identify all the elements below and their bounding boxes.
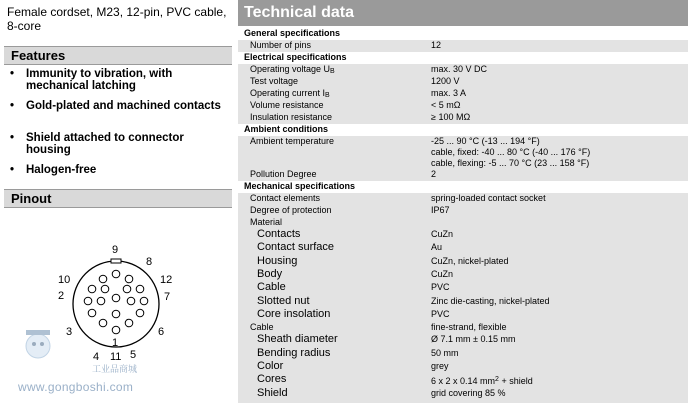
spec-row: Housing CuZn, nickel-plated xyxy=(257,255,509,267)
pin-label: 2 xyxy=(58,290,65,302)
pin-label: 6 xyxy=(158,326,165,338)
pin-label: 11 xyxy=(110,351,122,363)
spec-row: Insulation resistance ≥ 100 MΩ xyxy=(250,112,471,122)
pin-label: 10 xyxy=(58,274,71,286)
spec-row: Cable fine-strand, flexible xyxy=(250,322,507,332)
pin-label: 9 xyxy=(112,244,119,256)
spec-row: Core insolation PVC xyxy=(257,308,450,320)
feature-item: • Gold-plated and machined contacts xyxy=(10,100,221,112)
technical-data-table xyxy=(238,0,688,406)
spec-row: Degree of protection IP67 xyxy=(250,205,450,215)
spec-row: Bending radius 50 mm xyxy=(257,347,459,359)
spec-row: Slotted nut Zinc die-casting, nickel-plated xyxy=(257,295,550,307)
spec-row: Number of pins 12 xyxy=(238,40,688,52)
spec-row: Cores 6 x 2 x 0.14 $mm^2$ + shield xyxy=(257,373,533,386)
technical-data-heading: Technical data xyxy=(238,0,688,26)
watermark-url: www.gongboshi.com xyxy=(18,380,134,394)
product-title: Female cordset, M23, 12-pin, PVC cable, 8-core xyxy=(7,5,227,33)
spec-row: Test voltage 1200 V xyxy=(250,76,460,86)
pin-label: 5 xyxy=(130,349,137,361)
spec-row: Cable PVC xyxy=(257,281,450,293)
spec-row: Contact surface Au xyxy=(257,241,443,253)
section-mechanical: Mechanical specifications xyxy=(244,181,356,191)
spec-row: Pollution Degree 2 xyxy=(250,169,437,179)
pinout-heading: Pinout xyxy=(4,189,232,208)
spec-row: Color grey xyxy=(257,360,449,372)
section-electrical: Electrical specifications xyxy=(244,52,347,62)
spec-row: Body CuZn xyxy=(257,268,454,280)
section-ambient: Ambient conditions xyxy=(244,124,328,134)
pin-holes xyxy=(84,270,148,334)
section-general: General specifications xyxy=(244,28,341,38)
feature-item: • Halogen-free xyxy=(10,164,97,176)
spec-row: Shield grid covering 85 % xyxy=(257,387,506,399)
watermark-cn: 工业品商城 xyxy=(92,364,138,374)
spec-row: Operating current $I_B$ max. 3 A xyxy=(250,88,467,99)
left-column xyxy=(0,0,232,406)
pin-label: 4 xyxy=(93,351,100,363)
spec-row: Ambient temperature -25 ... 90 °C (-13 ... 194 °F) cable, fixed: -40 ... 80 °C (-40 ... 176 °F) cable, flexing: -5 ... 70 °C (23 ... 158 °F) xyxy=(250,136,591,168)
pin-label: 1 xyxy=(112,337,119,349)
pin-label: 12 xyxy=(160,274,173,286)
feature-item: • Shield attached to connector housing xyxy=(10,132,184,156)
connector-key xyxy=(111,259,121,263)
spec-row: Material xyxy=(250,217,283,227)
spec-row: Contact elements spring-loaded contact socket xyxy=(250,193,546,203)
pin-label: 7 xyxy=(164,291,171,303)
spec-row: Volume resistance < 5 mΩ xyxy=(250,100,461,110)
pin-label: 8 xyxy=(146,256,153,268)
feature-item: • Immunity to vibration, with mechanical latching xyxy=(10,68,173,92)
spec-row: Contacts CuZn xyxy=(257,228,454,240)
watermark-mascot-icon xyxy=(26,330,50,358)
spec-row: Sheath diameter Ø 7.1 mm ± 0.15 mm xyxy=(257,333,516,345)
features-heading: Features xyxy=(4,46,232,65)
pin-label: 3 xyxy=(66,326,73,338)
spec-row: Operating voltage $U_B$ max. 30 V DC xyxy=(250,64,488,75)
